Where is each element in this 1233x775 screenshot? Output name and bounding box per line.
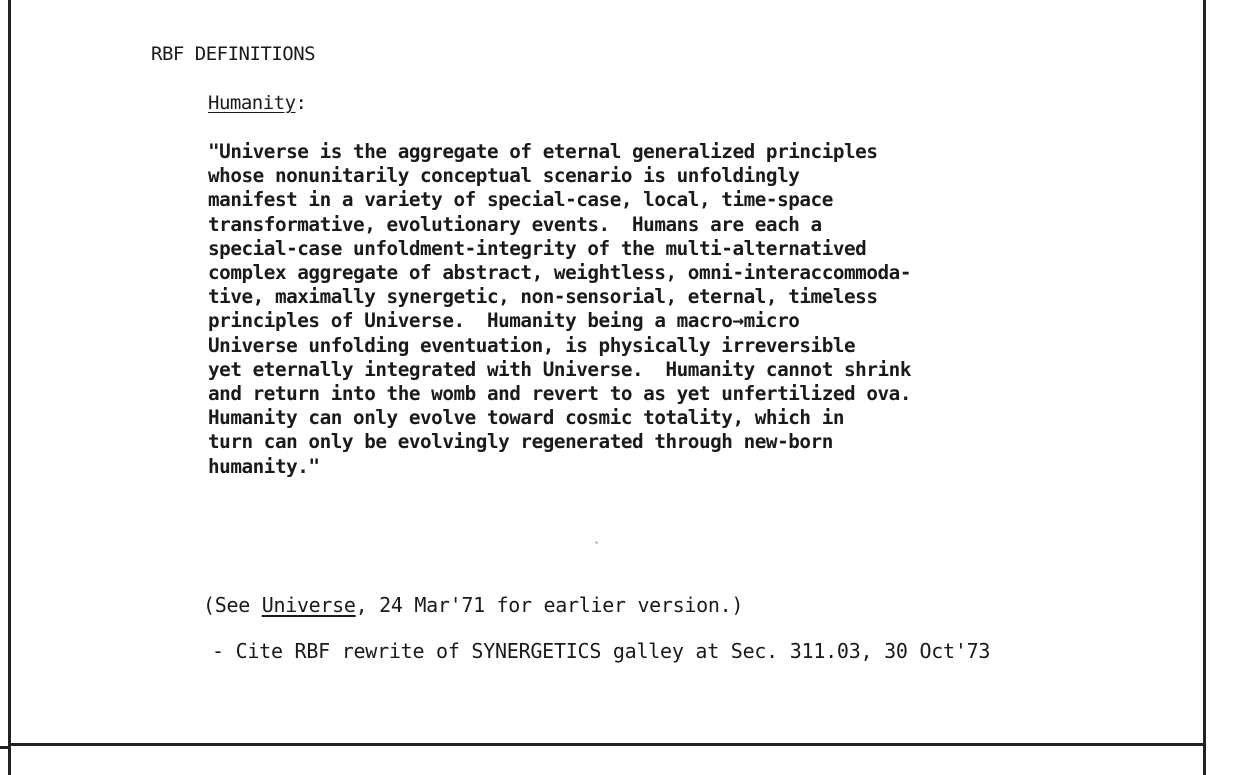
quote-line: and return into the womb and revert to as yet unfertilized ova.: [208, 382, 911, 406]
quote-line: principles of Universe. Humanity being a macro→micro: [208, 309, 800, 333]
term-suffix: :: [295, 92, 307, 114]
card-divider-mark: [0, 746, 10, 749]
quote-line: Universe unfolding eventuation, is physically irreversible: [208, 333, 856, 357]
see-also-note: [203, 593, 743, 617]
quote-line: humanity.": [208, 454, 320, 478]
term-label: Humanity: [208, 92, 296, 114]
quote-line: transformative, evolutionary events. Humans are each a: [208, 212, 822, 236]
term-title: [208, 92, 306, 114]
see-also-prefix: (See: [203, 593, 262, 617]
quote-line: complex aggregate of abstract, weightless, omni-interaccommoda-: [208, 261, 911, 285]
quote-line: manifest in a variety of special-case, local, time-space: [208, 188, 833, 212]
quote-line: "Universe is the aggregate of eternal generalized principles: [208, 140, 878, 163]
see-also-link: Universe: [261, 593, 356, 617]
document-heading: RBF DEFINITIONS: [151, 43, 316, 65]
quote-line: special-case unfoldment-integrity of the multi-alternatived: [208, 236, 867, 260]
quote-line: yet eternally integrated with Universe. Humanity cannot shrink: [208, 357, 911, 381]
quote-line: whose nonunitarily conceptual scenario is unfoldingly: [208, 164, 800, 188]
quote-line: Humanity can only evolve toward cosmic totality, which in: [208, 406, 845, 430]
quote-line: tive, maximally synergetic, non-sensorial, eternal, timeless: [208, 285, 878, 309]
see-also-suffix: , 24 Mar'71 for earlier version.): [355, 593, 744, 617]
citation-note: - Cite RBF rewrite of SYNERGETICS galley at Sec. 311.03, 30 Oct'73: [212, 639, 991, 663]
definition-quote: [208, 140, 911, 479]
next-card-edge: [8, 746, 1206, 775]
paper-speck: [595, 541, 598, 544]
quote-line: turn can only be evolvingly regenerated through new-born: [208, 430, 833, 454]
